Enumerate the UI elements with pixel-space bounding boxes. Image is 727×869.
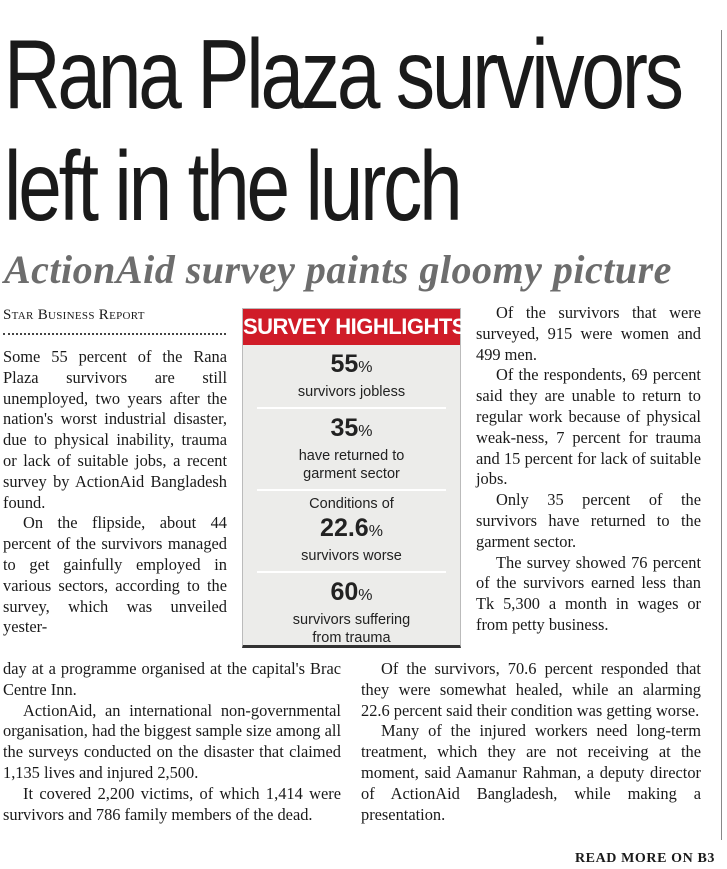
paragraph-2-continued: day at a programme organised at the capital's Brac Centre Inn. [3, 659, 341, 699]
paragraph-2: On the flipside, about 44 percent of the survivors managed to get gainfully employed in various sectors, according to the survey, which was unveiled yester- [3, 513, 227, 637]
read-more-link[interactable]: READ MORE ON B3 [574, 851, 715, 866]
paragraph-10: Many of the injured workers need long-term treatment, which they are not receiving at the moment, said Aamanur Rahman, a deputy director of ActionAid Bangladesh, while making a presentation. [361, 721, 701, 824]
highlight-description: survivors worse [301, 548, 402, 564]
paragraph-6: Of the respondents, 69 percent said they are unable to return to regular work because of physical weak-ness, 7 percent for trauma and 15 percent for lack of suitable jobs. [476, 365, 701, 489]
paragraph-9: Of the survivors, 70.6 percent responded that they were somewhat healed, while an alarming 22.6 percent said their condition was getting worse. [361, 659, 701, 720]
article-column-1-lower [3, 659, 341, 825]
highlight-item [257, 573, 446, 653]
article-column-3 [476, 303, 701, 636]
highlight-number: 35% [330, 414, 373, 442]
highlight-description: survivors jobless [297, 384, 406, 400]
byline-divider [3, 333, 226, 335]
highlight-description: have returned to garment sector [298, 448, 405, 482]
paragraph-7: Only 35 percent of the survivors have returned to the garment sector. [476, 490, 701, 551]
headline-line-1: Rana Plaza survivors [4, 19, 681, 129]
paragraph-4: It covered 2,200 victims, of which 1,414 were survivors and 786 family members of the dead. [3, 783, 341, 824]
subheadline: ActionAid survey paints gloomy picture [4, 247, 672, 292]
paragraph-1: Some 55 percent of the Rana Plaza survivors are still unemployed, two years after the nation's worst industrial disaster, due to physical inability, trauma or lack of suitable jobs, a recent survey by ActionAid Bangladesh found. [3, 347, 227, 512]
highlight-number: 55% [330, 350, 373, 378]
highlight-description: survivors suffering from trauma [292, 612, 411, 646]
headline [4, 18, 681, 242]
highlight-item [257, 491, 446, 573]
highlight-item [257, 345, 446, 409]
paragraph-8: The survey showed 76 percent of the survivors earned less than Tk 5,300 a month in wages or from petty business. [476, 552, 701, 634]
highlight-prefix: Conditions of [309, 496, 394, 512]
survey-highlights-box [242, 308, 466, 648]
highlight-item [257, 409, 446, 491]
byline: Star Business Report [3, 307, 145, 323]
survey-highlights-title: SURVEY HIGHLIGHTS [243, 309, 460, 345]
paragraph-5: Of the survivors that were surveyed, 915 were women and 499 men. [476, 303, 701, 364]
article-column-1 [3, 347, 227, 638]
headline-line-2: left in the lurch [4, 131, 460, 241]
highlight-number: 22.6% [320, 514, 383, 542]
highlight-number: 60% [330, 578, 373, 606]
column-rule [721, 30, 722, 840]
paragraph-3: ActionAid, an international non-governmental organisation, had the biggest sample size among all the surveys conducted on the disaster that claimed 1,135 lives and injured 2,500. [3, 700, 341, 782]
article-column-2-lower [361, 659, 701, 825]
